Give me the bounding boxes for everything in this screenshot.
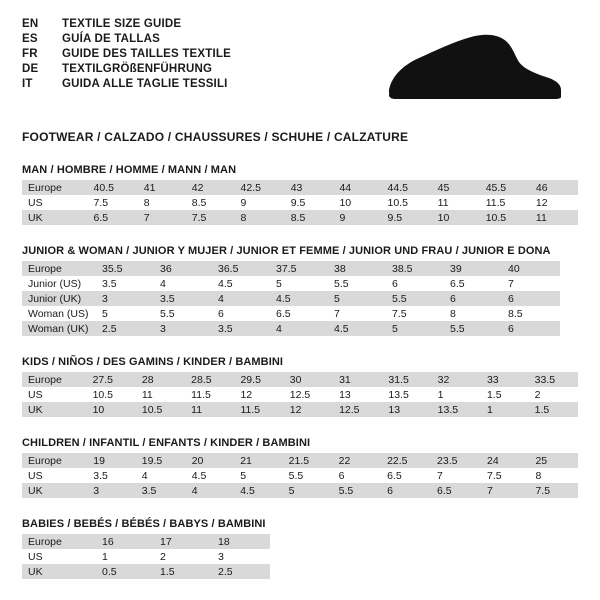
- size-table-babies: [22, 534, 270, 579]
- size-cell: 19: [87, 453, 135, 468]
- language-row: [22, 78, 231, 93]
- size-cell: 7.5: [186, 210, 235, 225]
- language-row: [22, 33, 231, 48]
- size-cell: 3.5: [136, 483, 186, 498]
- size-cell: 10: [432, 210, 480, 225]
- size-cell: 6: [502, 321, 560, 336]
- size-cell: 11.5: [185, 387, 234, 402]
- size-cell: 3: [96, 291, 154, 306]
- size-cell: 7.5: [88, 195, 138, 210]
- size-cell: 6: [381, 483, 431, 498]
- size-cell: 8.5: [285, 210, 334, 225]
- size-group-man: [22, 164, 578, 225]
- header: [22, 18, 578, 114]
- row-label: US: [22, 468, 87, 483]
- language-code: FR: [22, 48, 38, 60]
- size-cell: 3.5: [87, 468, 135, 483]
- size-cell: 13.5: [432, 402, 481, 417]
- size-cell: 6: [386, 276, 444, 291]
- size-cell: 4.5: [234, 483, 282, 498]
- size-cell: 11.5: [480, 195, 530, 210]
- group-title: MAN / HOMBRE / HOMME / MANN / MAN: [22, 164, 237, 176]
- size-table-man: [22, 180, 578, 225]
- language-text: TEXTILGRÖßENFÜHRUNG: [62, 63, 213, 75]
- size-cell: 45.5: [480, 180, 530, 195]
- size-cell: 6: [444, 291, 502, 306]
- size-cell: 25: [529, 453, 578, 468]
- size-cell: 12: [530, 195, 578, 210]
- size-cell: 5: [328, 291, 386, 306]
- size-cell: 37.5: [270, 261, 328, 276]
- size-cell: 20: [186, 453, 234, 468]
- size-cell: 3: [212, 549, 270, 564]
- table-row: [22, 321, 560, 336]
- size-cell: 36.5: [212, 261, 270, 276]
- table-row: [22, 291, 560, 306]
- row-label: US: [22, 387, 87, 402]
- table-row: [22, 453, 578, 468]
- size-cell: 9: [333, 210, 381, 225]
- table-row: [22, 402, 578, 417]
- size-cell: 1: [432, 387, 481, 402]
- size-cell: 8: [529, 468, 578, 483]
- size-cell: 2: [154, 549, 212, 564]
- size-cell: 44.5: [381, 180, 431, 195]
- size-cell: 43: [285, 180, 334, 195]
- size-cell: 6.5: [431, 483, 481, 498]
- size-cell: 33: [481, 372, 529, 387]
- size-table-children: [22, 453, 578, 498]
- size-cell: 1: [481, 402, 529, 417]
- table-row: [22, 534, 270, 549]
- table-row: [22, 210, 578, 225]
- size-cell: 6.5: [381, 468, 431, 483]
- size-group-children: [22, 437, 578, 498]
- row-label: UK: [22, 210, 88, 225]
- row-label: Woman (US): [22, 306, 96, 321]
- group-title: JUNIOR & WOMAN / JUNIOR Y MUJER / JUNIOR ET FEMME / JUNIOR UND FRAU / JUNIOR E DONA: [22, 245, 551, 257]
- size-cell: 4: [186, 483, 234, 498]
- row-label: Europe: [22, 180, 88, 195]
- size-cell: 12.5: [333, 402, 382, 417]
- table-row: [22, 306, 560, 321]
- size-cell: 40: [502, 261, 560, 276]
- language-code: IT: [22, 78, 33, 90]
- language-code: DE: [22, 63, 39, 75]
- size-cell: 6: [333, 468, 381, 483]
- size-cell: 3.5: [96, 276, 154, 291]
- size-cell: 11: [530, 210, 578, 225]
- table-row: [22, 372, 578, 387]
- size-cell: 8: [138, 195, 186, 210]
- size-cell: 46: [530, 180, 578, 195]
- size-cell: 6: [212, 306, 270, 321]
- size-cell: 4: [270, 321, 328, 336]
- language-code: ES: [22, 33, 38, 45]
- group-title: KIDS / NIÑOS / DES GAMINS / KINDER / BAMBINI: [22, 356, 284, 368]
- size-cell: 4: [154, 276, 212, 291]
- size-cell: 7: [481, 483, 529, 498]
- table-row: [22, 549, 270, 564]
- row-label: Junior (US): [22, 276, 96, 291]
- language-code: EN: [22, 18, 39, 30]
- size-cell: 38: [328, 261, 386, 276]
- size-cell: 8: [235, 210, 285, 225]
- size-cell: 5: [234, 468, 282, 483]
- size-cell: 11.5: [234, 402, 283, 417]
- row-label: UK: [22, 564, 96, 579]
- row-label: UK: [22, 483, 87, 498]
- row-label: US: [22, 195, 88, 210]
- size-cell: 5.5: [386, 291, 444, 306]
- size-cell: 5: [386, 321, 444, 336]
- row-label: Junior (UK): [22, 291, 96, 306]
- size-cell: 13: [333, 387, 382, 402]
- size-cell: 12: [284, 402, 333, 417]
- table-row: [22, 195, 578, 210]
- size-cell: 1.5: [481, 387, 529, 402]
- size-cell: 42: [186, 180, 235, 195]
- size-cell: 7.5: [386, 306, 444, 321]
- size-cell: 21.5: [283, 453, 333, 468]
- size-cell: 5.5: [154, 306, 212, 321]
- size-table-junior-woman: [22, 261, 560, 336]
- size-cell: 13.5: [382, 387, 431, 402]
- size-cell: 5.5: [328, 276, 386, 291]
- group-title: BABIES / BEBÉS / BÉBÉS / BABYS / BAMBINI: [22, 518, 266, 530]
- size-cell: 2.5: [96, 321, 154, 336]
- size-cell: 40.5: [88, 180, 138, 195]
- dress-shoe-icon: [379, 28, 564, 108]
- size-cell: 1.5: [154, 564, 212, 579]
- size-cell: 29.5: [234, 372, 283, 387]
- row-label: US: [22, 549, 96, 564]
- size-cell: 28: [136, 372, 185, 387]
- size-cell: 16: [96, 534, 154, 549]
- size-cell: 5.5: [333, 483, 381, 498]
- table-row: [22, 483, 578, 498]
- size-cell: 44: [333, 180, 381, 195]
- size-group-junior-woman: [22, 245, 578, 336]
- size-cell: 6.5: [88, 210, 138, 225]
- size-cell: 11: [432, 195, 480, 210]
- table-row: [22, 468, 578, 483]
- size-cell: 8: [444, 306, 502, 321]
- size-cell: 38.5: [386, 261, 444, 276]
- row-label: Woman (UK): [22, 321, 96, 336]
- size-cell: 7.5: [481, 468, 529, 483]
- size-cell: 9: [235, 195, 285, 210]
- size-cell: 10.5: [87, 387, 136, 402]
- size-cell: 5.5: [444, 321, 502, 336]
- size-cell: 27.5: [87, 372, 136, 387]
- size-cell: 2: [529, 387, 578, 402]
- size-cell: 39: [444, 261, 502, 276]
- size-cell: 4.5: [186, 468, 234, 483]
- size-cell: 4.5: [212, 276, 270, 291]
- table-row: [22, 261, 560, 276]
- size-cell: 17: [154, 534, 212, 549]
- size-cell: 10.5: [136, 402, 185, 417]
- row-label: UK: [22, 402, 87, 417]
- size-cell: 11: [136, 387, 185, 402]
- row-label: Europe: [22, 453, 87, 468]
- size-cell: 10.5: [381, 195, 431, 210]
- language-text: GUIDA ALLE TAGLIE TESSILI: [62, 78, 228, 90]
- size-cell: 11: [185, 402, 234, 417]
- size-cell: 4: [136, 468, 186, 483]
- language-row: [22, 48, 231, 63]
- size-cell: 13: [382, 402, 431, 417]
- size-cell: 8.5: [186, 195, 235, 210]
- size-cell: 0.5: [96, 564, 154, 579]
- size-table-kids: [22, 372, 578, 417]
- size-cell: 10.5: [480, 210, 530, 225]
- size-group-babies: [22, 518, 578, 579]
- size-cell: 12: [234, 387, 283, 402]
- size-cell: 31.5: [382, 372, 431, 387]
- size-cell: 6: [502, 291, 560, 306]
- size-cell: 31: [333, 372, 382, 387]
- size-cell: 4.5: [328, 321, 386, 336]
- size-cell: 36: [154, 261, 212, 276]
- size-cell: 3.5: [154, 291, 212, 306]
- size-cell: 3: [154, 321, 212, 336]
- size-cell: 1: [96, 549, 154, 564]
- size-cell: 45: [432, 180, 480, 195]
- size-cell: 7: [502, 276, 560, 291]
- size-cell: 4: [212, 291, 270, 306]
- size-cell: 41: [138, 180, 186, 195]
- size-cell: 18: [212, 534, 270, 549]
- language-text: GUÍA DE TALLAS: [62, 33, 160, 45]
- size-cell: 5: [270, 276, 328, 291]
- row-label: Europe: [22, 261, 96, 276]
- language-row: [22, 18, 231, 33]
- size-cell: 5: [283, 483, 333, 498]
- table-row: [22, 276, 560, 291]
- language-row: [22, 63, 231, 78]
- size-cell: 22.5: [381, 453, 431, 468]
- size-cell: 3: [87, 483, 135, 498]
- category-line: FOOTWEAR / CALZADO / CHAUSSURES / SCHUHE / CALZATURE: [22, 130, 409, 144]
- table-row: [22, 564, 270, 579]
- size-cell: 7: [328, 306, 386, 321]
- group-title: CHILDREN / INFANTIL / ENFANTS / KINDER / BAMBINI: [22, 437, 311, 449]
- size-cell: 12.5: [284, 387, 333, 402]
- table-row: [22, 387, 578, 402]
- size-cell: 1.5: [529, 402, 578, 417]
- size-cell: 30: [284, 372, 333, 387]
- language-list: [22, 18, 231, 93]
- size-cell: 10: [87, 402, 136, 417]
- size-group-kids: [22, 356, 578, 417]
- size-cell: 6.5: [444, 276, 502, 291]
- size-cell: 7.5: [529, 483, 578, 498]
- size-cell: 33.5: [529, 372, 578, 387]
- size-cell: 5.5: [283, 468, 333, 483]
- size-cell: 42.5: [235, 180, 285, 195]
- size-cell: 19.5: [136, 453, 186, 468]
- size-cell: 28.5: [185, 372, 234, 387]
- size-cell: 23.5: [431, 453, 481, 468]
- row-label: Europe: [22, 372, 87, 387]
- size-cell: 9.5: [285, 195, 334, 210]
- size-cell: 22: [333, 453, 381, 468]
- size-cell: 21: [234, 453, 282, 468]
- size-cell: 4.5: [270, 291, 328, 306]
- size-cell: 5: [96, 306, 154, 321]
- size-cell: 8.5: [502, 306, 560, 321]
- size-cell: 24: [481, 453, 529, 468]
- size-cell: 10: [333, 195, 381, 210]
- size-cell: 7: [138, 210, 186, 225]
- language-list-body: [22, 18, 231, 93]
- size-cell: 7: [431, 468, 481, 483]
- language-text: GUIDE DES TAILLES TEXTILE: [62, 48, 231, 60]
- size-cell: 6.5: [270, 306, 328, 321]
- size-cell: 35.5: [96, 261, 154, 276]
- row-label: Europe: [22, 534, 96, 549]
- size-cell: 32: [432, 372, 481, 387]
- size-cell: 2.5: [212, 564, 270, 579]
- shoe-illustration: [364, 28, 564, 114]
- size-cell: 9.5: [381, 210, 431, 225]
- language-text: TEXTILE SIZE GUIDE: [62, 18, 182, 30]
- size-cell: 3.5: [212, 321, 270, 336]
- table-row: [22, 180, 578, 195]
